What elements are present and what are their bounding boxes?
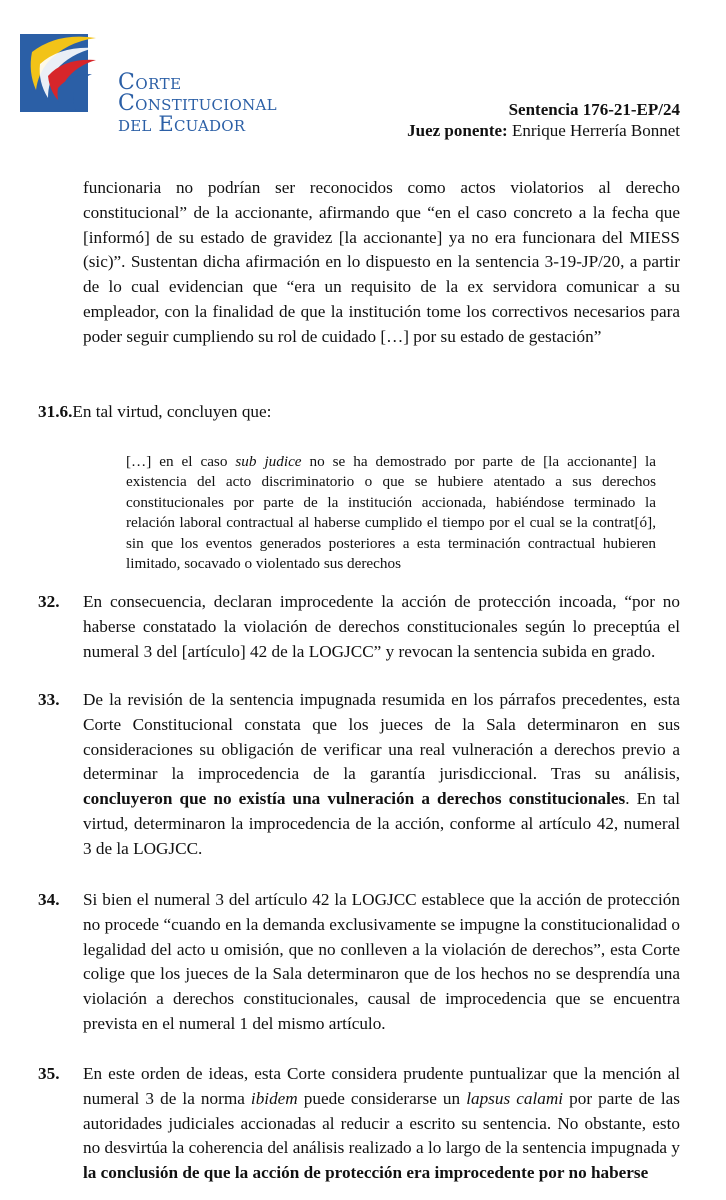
corte-constitucional-logo [18,28,298,144]
document-reference [407,99,680,141]
bold-run: la conclusión de que la acción de protección era improcedente por no haberse [83,1163,649,1183]
paragraph-text: En consecuencia, declaran improcedente la acción de protección incoada, “por no haberse constatado la violación de derechos constitucionales según lo preceptúa el numeral 3 del [artículo] 42 de la LOGJCC” y revocan la sentencia subida en grado. [83,592,680,661]
paragraph-number: 35. [38,1064,60,1083]
quote-italic: sub judice [235,453,302,470]
paragraph-number: 31.6. [38,402,73,421]
text-run: por parte de las autoridades judiciales accionadas al reducir a escrito su sentencia. No obstante, esto no desvirtúa la coherencia del análisis realizado a lo largo de la sentencia impugnada y [83,1088,680,1158]
paragraph-text: Si bien el numeral 3 del artículo 42 la LOGJCC establece que la acción de protección no procede “cuando en la demanda exclusivamente se impugne la constitucionalidad o legalidad del acto u omisión, que no conlleven a la violación de derechos”, esta Corte colige que los jueces de la Sala determinaron que de los hechos no se desprendía una violación a derechos constitucionales, causal de improcedencia que se encuentra prevista en el numeral 1 del mismo artículo. [83,890,680,1033]
logo-wordmark [118,72,277,135]
juez-ponente-line [407,120,680,141]
logo-line-1: Corte [118,70,182,95]
text-run: En este orden de ideas, esta Corte considera prudente puntualizar que la mención al numeral 3 de la norma [83,1064,680,1108]
text-run: De la revisión de la sentencia impugnada resumida en los párrafos precedentes, esta Corte Constitucional constata que los jueces de la Sala determinaron en sus consideraciones su obligación de verificar una real vulneración a derechos previo a determinar la improcedencia de la garantía jurisdiccional. Tras su análisis, [83,690,680,784]
text-run: puede considerarse un [297,1088,467,1108]
juez-name: Enrique Herrería Bonnet [511,121,680,140]
paragraph-number: 33. [38,690,60,709]
quote-text-a: […] en el caso [126,453,236,470]
paragraph-number: 32. [38,592,60,611]
paragraph-31-6 [38,400,680,425]
page-header [0,0,726,160]
paragraph-continuation: funcionaria no podrían ser reconocidos como actos violatorios al derecho constitucional” de la accionante, afirmando que “en el caso concreto a la fecha que [informó] de su estado de gravidez [la accionante] ya no era funcionara del MIESS (sic)”. Sustentan dicha afirmación en lo dispuesto en la sentencia 3-19-JP/20, a partir de lo cual evidencian que “era un requisito de la ex servidora comunicar a su empleador, con la finalidad de que la institución tome los correctivos necesarios para poder seguir cumpliendo su rol de cuidado […] por su estado de gestación” [83,178,680,346]
block-quote [126,452,656,574]
logo-line-3: del Ecuador [118,112,246,136]
quote-text-b: no se ha demostrado por parte de [la accionante] la existencia del acto discriminatorio o que se hubiere atentado a sus derechos constitucionales por parte de la institución accionada, habiéndose terminado la relación laboral contractual al haberse cumplido el tiempo por el cual se la contrat[ó], sin que los eventos generados posteriores a esta terminación contractual hubieren limitado, socavado o violentado sus derechos [126,453,656,573]
italic-run: ibidem [250,1088,298,1108]
bold-run: concluyeron que no existía una vulneración a derechos constitucionales [83,789,626,809]
paragraph-text: En tal virtud, concluyen que: [72,402,272,421]
paragraph-number: 34. [38,890,60,909]
logo-line-2: Constitucional [118,91,277,116]
paragraph-text [83,688,680,862]
paragraph-text [83,1062,680,1186]
text-run: . En tal virtud, determinaron la improcedencia de la acción, conforme al artículo 42, numeral 3 de la LOGJCC. [83,789,680,858]
juez-label: Juez ponente: [407,121,508,140]
sentencia-number: Sentencia 176-21-EP/24 [508,100,680,119]
italic-run: lapsus calami [466,1088,564,1108]
